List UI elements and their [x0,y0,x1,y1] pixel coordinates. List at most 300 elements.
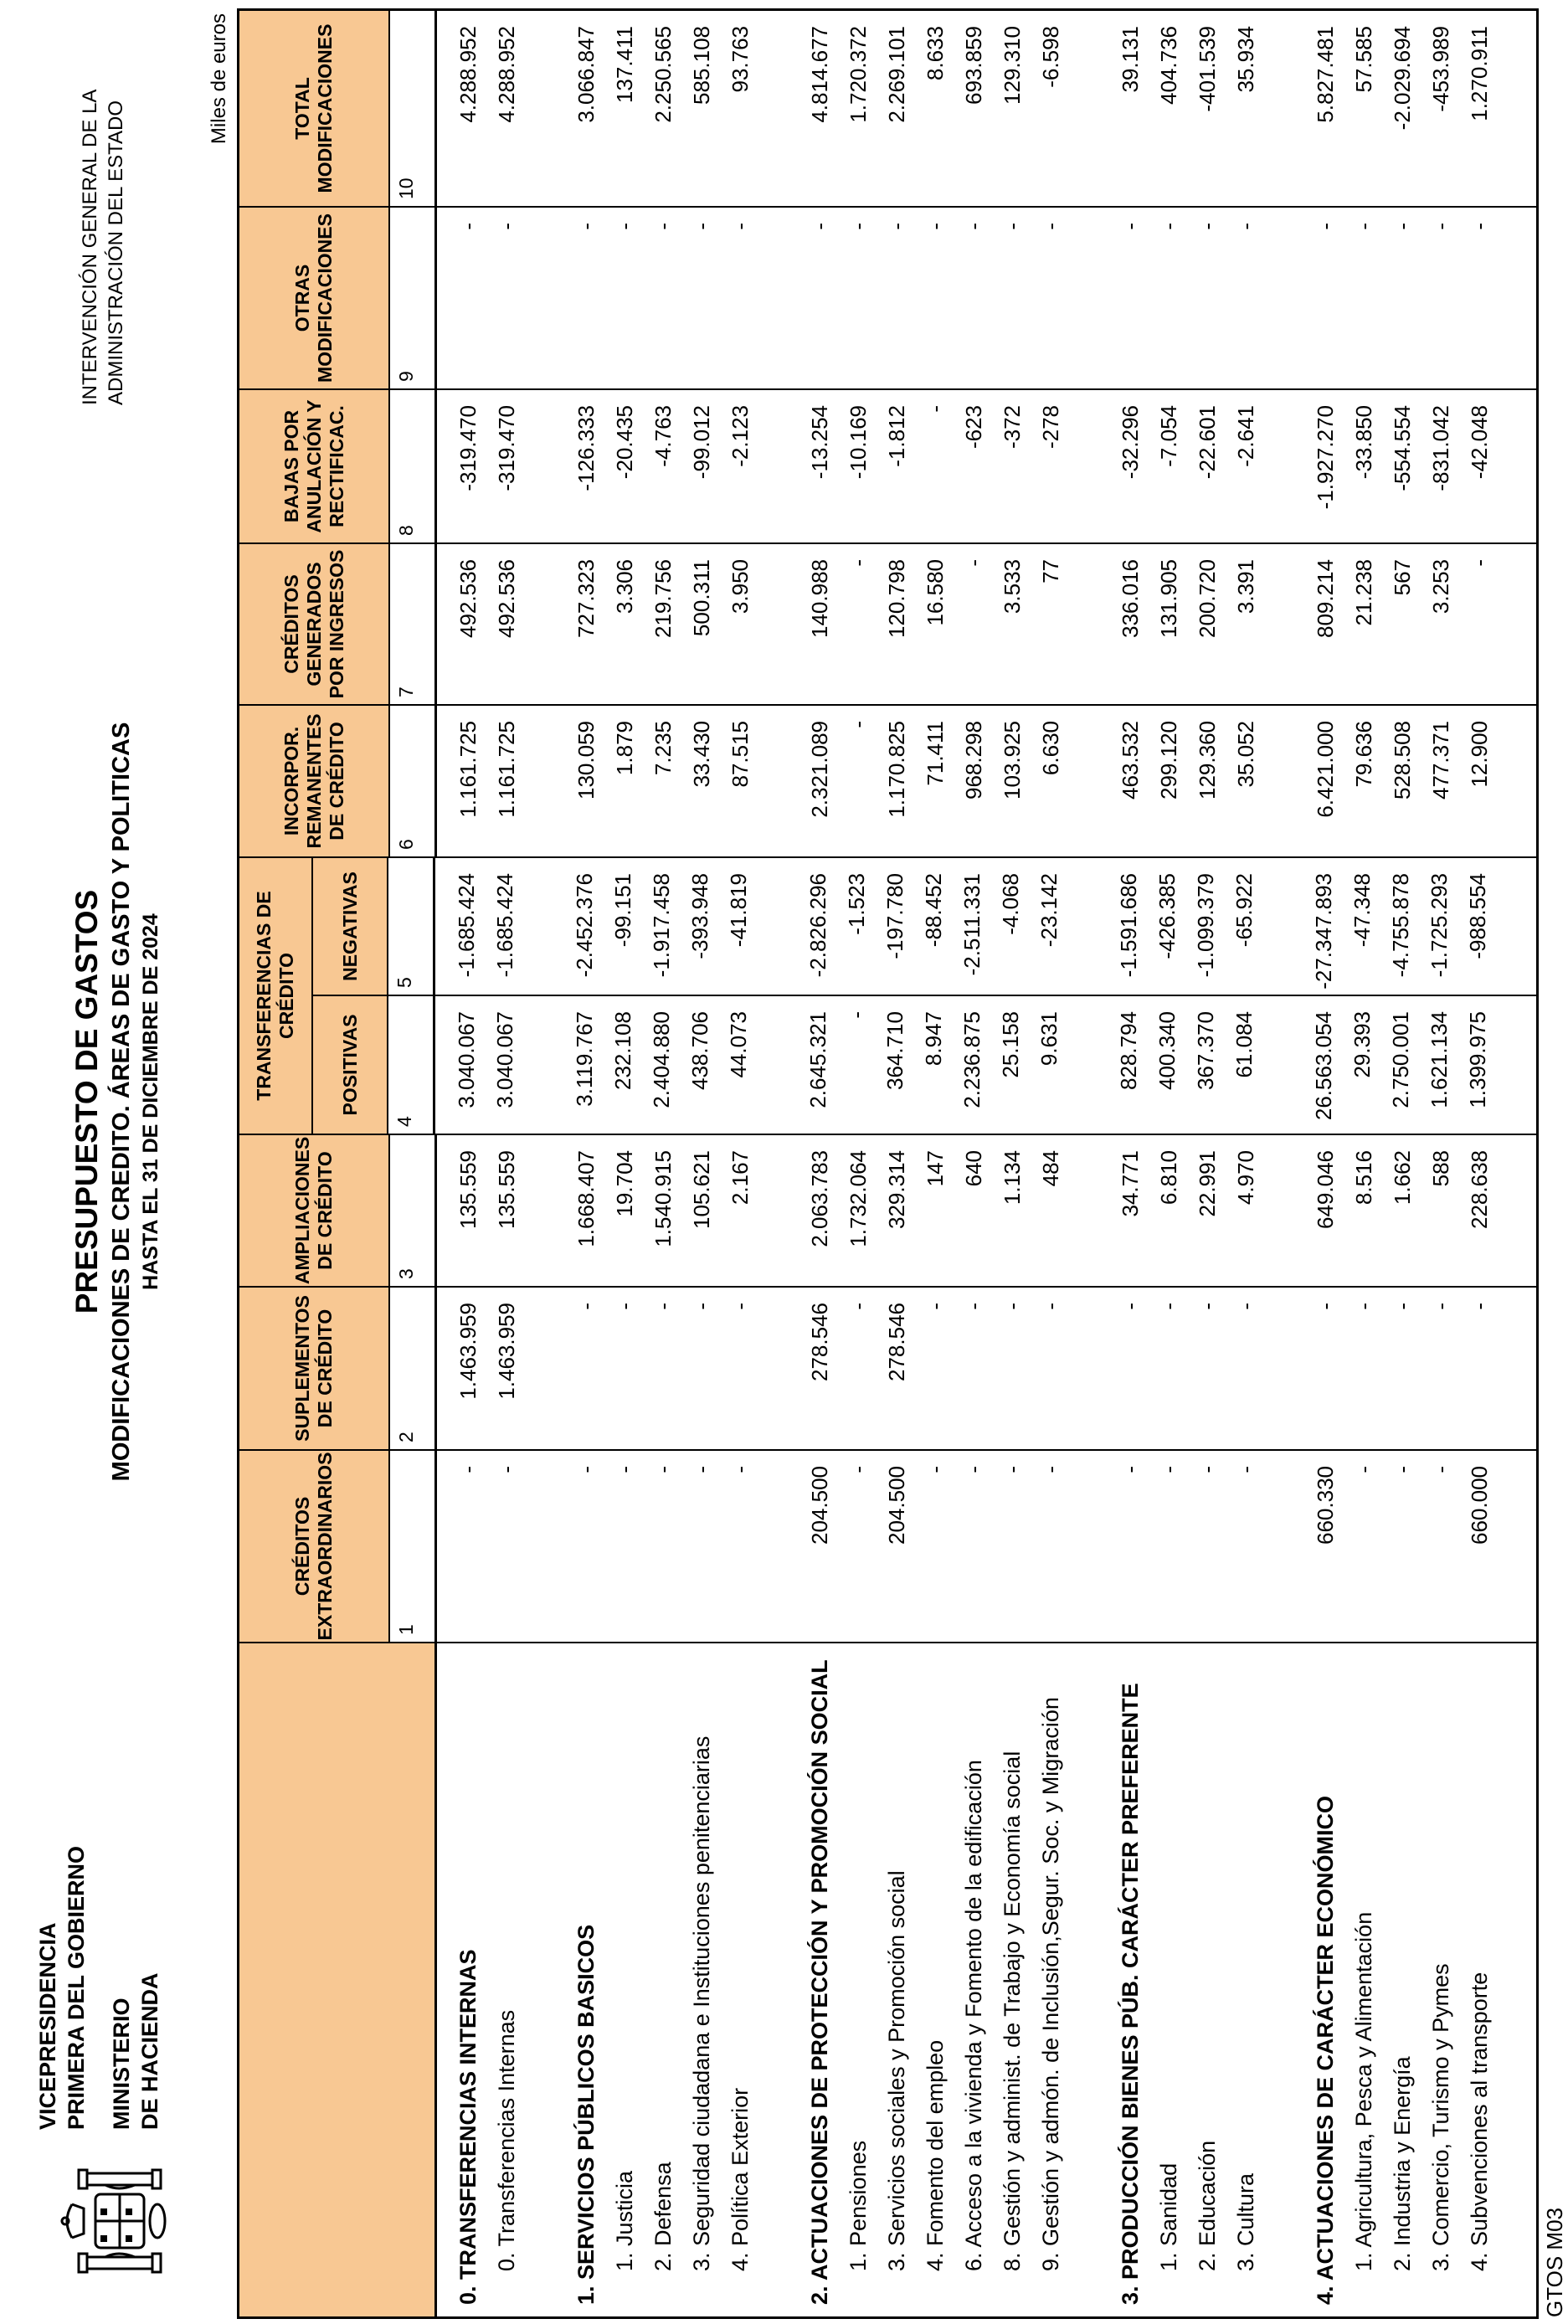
value-cell: 3.950 [727,559,753,614]
value-cell: 1.621.134 [1427,1011,1452,1108]
row-label: 6. Acceso a la vivienda y Fomento de la edificación [961,1760,986,2271]
value-cell: 567 [1390,559,1415,596]
row-label: 4. ACTUACIONES DE CARÁCTER ECONÓMICO [1313,1795,1338,2305]
value-cell: 204.500 [884,1466,909,1545]
empty-value-dash: - [1390,1466,1415,1473]
empty-value-dash: - [494,1466,519,1473]
column-header: AMPLIACIONES DE CRÉDITO [239,1135,390,1286]
vicepresidency-block [33,1846,90,2130]
column-otras-modificaciones [239,206,1536,388]
value-cell: -2.123 [727,405,753,467]
empty-value-dash: - [961,223,986,230]
budget-table [237,8,1539,2319]
value-cell: 204.500 [807,1466,832,1545]
column-number: 10 [390,11,437,206]
org2-line1: MINISTERIO [109,1998,134,2130]
value-cell: 2.750.001 [1388,1011,1413,1108]
value-cell: 137.411 [612,26,637,104]
value-cell: 660.000 [1467,1466,1492,1545]
value-cell: -453.989 [1428,26,1453,112]
empty-value-dash: - [573,1466,599,1473]
value-cell: 19.704 [612,1150,637,1217]
value-cell: 329.314 [884,1150,909,1229]
value-cell: 35.934 [1233,26,1258,93]
value-cell: 16.580 [923,559,948,626]
column-header: INCORPOR. REMANENTES DE CRÉDITO [239,706,390,856]
value-cell: 7.235 [650,721,676,776]
value-cell: 44.073 [726,1011,751,1078]
value-cell: 809.214 [1313,559,1338,638]
value-cell: 3.119.767 [572,1011,597,1107]
column-header: OTRAS MODIFICACIONES [239,208,390,388]
value-cell: 500.311 [689,559,714,637]
value-cell: -2.511.331 [959,873,984,976]
value-cell: 1.399.975 [1465,1011,1490,1108]
value-cell: 8.516 [1351,1150,1376,1206]
row-label: 4. Política Exterior [727,2087,753,2271]
empty-value-dash: - [1038,1303,1063,1310]
row-label: 3. PRODUCCIÓN BIENES PÚB. CARÁCTER PREFERENTE [1118,1683,1143,2305]
value-cell: 4.814.677 [807,26,832,123]
group-header: TRANSFERENCIAS DE CRÉDITO [239,858,313,1134]
column-number: 6 [390,706,437,856]
column-bajas-anulacion [239,388,1536,542]
value-cell: 131.905 [1156,559,1181,638]
value-cell: 93.763 [727,26,753,93]
value-cell: 3.253 [1428,559,1453,614]
value-cell: -1.927.270 [1313,405,1338,510]
value-cell: 463.532 [1118,721,1143,800]
empty-value-dash: - [1313,223,1338,230]
empty-value-dash: - [1195,1466,1220,1473]
value-cell: 140.988 [807,559,832,638]
empty-value-dash: - [1038,223,1063,230]
value-cell: -20.435 [612,405,637,480]
column-total-modificaciones [239,11,1536,206]
value-cell: -10.169 [846,405,871,480]
empty-value-dash: - [846,1466,871,1473]
empty-value-dash: - [1118,1303,1143,1310]
empty-value-dash: - [689,223,714,230]
value-cell: 2.269.101 [884,26,909,123]
page-title: PRESUPUESTO DE GASTOS [69,889,104,1314]
empty-value-dash: - [727,1466,753,1473]
row-label: 3. Comercio, Turismo y Pymes [1428,1963,1453,2271]
value-cell: -88.452 [921,873,946,948]
column-ampliaciones-credito [239,1134,1536,1286]
value-cell: 6.630 [1038,721,1063,776]
value-cell: -6.598 [1038,26,1063,88]
value-cell: -278 [1038,405,1063,450]
empty-value-dash: - [1156,1303,1181,1310]
value-cell: 3.533 [1000,559,1025,614]
value-cell: -22.601 [1195,405,1220,480]
document-title [69,516,164,1688]
empty-value-dash: - [1000,1303,1025,1310]
empty-value-dash: - [650,1466,676,1473]
value-cell: -27.347.893 [1311,873,1336,990]
value-cell: -1.685.424 [454,873,479,978]
empty-value-dash: - [961,1466,986,1473]
value-cell: 200.720 [1195,559,1220,638]
empty-value-dash: - [727,1303,753,1310]
column-header: SUPLEMENTOS DE CRÉDITO [239,1288,390,1449]
empty-value-dash: - [844,1011,869,1019]
value-cell: -42.048 [1467,405,1492,480]
value-cell: 35.052 [1233,721,1258,788]
row-label: 1. Sanidad [1156,2162,1181,2271]
empty-value-dash: - [1000,223,1025,230]
empty-value-dash: - [1428,1303,1453,1310]
value-cell: 492.536 [455,559,481,638]
value-cell: 585.108 [689,26,714,105]
value-cell: 33.430 [689,721,714,788]
value-cell: -401.539 [1195,26,1220,112]
value-cell: 1.662 [1390,1150,1415,1206]
empty-value-dash: - [961,559,986,567]
column-header: NEGATIVAS [313,858,388,995]
value-cell: 8.633 [923,26,948,81]
agency-line2: ADMINISTRACIÓN DEL ESTADO [105,100,127,405]
value-cell: 34.771 [1118,1150,1143,1217]
value-cell: 438.706 [687,1011,712,1090]
value-cell: -65.922 [1231,873,1257,948]
value-cell: 6.421.000 [1313,721,1338,818]
empty-value-dash: - [650,1303,676,1310]
value-cell: -4.068 [998,873,1023,935]
row-labels-body [437,1643,1536,2316]
empty-value-dash: - [1118,1466,1143,1473]
value-cell: -2.452.376 [572,873,597,978]
value-cell: 4.288.952 [455,26,481,123]
empty-value-dash: - [612,1303,637,1310]
value-cell: -99.151 [610,873,635,948]
value-cell: 39.131 [1118,26,1143,93]
row-label: 2. ACTUACIONES DE PROTECCIÓN Y PROMOCIÓN SOCIAL [807,1659,832,2305]
value-cell: 8.947 [921,1011,946,1067]
page-date-line: HASTA EL 31 DE DICIEMBRE DE 2024 [139,913,162,1290]
value-cell: 129.360 [1195,721,1220,800]
value-cell: -2.641 [1233,405,1258,467]
value-cell: 79.636 [1351,721,1376,788]
value-cell: 1.134 [1000,1150,1025,1206]
value-cell: -41.819 [726,873,751,948]
value-cell: 57.585 [1351,26,1376,93]
empty-value-dash: - [1390,1303,1415,1310]
value-cell: 219.756 [650,559,676,638]
empty-value-dash: - [846,721,871,728]
value-cell: 5.827.481 [1313,26,1338,123]
value-cell: -7.054 [1156,405,1181,467]
value-cell: 1.732.064 [846,1150,871,1247]
empty-value-dash: - [650,223,676,230]
row-label: 9. Gestión y admón. de Inclusión,Segur. Soc. y Migración [1038,1697,1063,2271]
value-cell: -988.554 [1465,873,1490,959]
value-cell: 3.306 [612,559,637,614]
row-label: 4. Subvenciones al transporte [1467,1972,1492,2271]
empty-value-dash: - [1038,1466,1063,1473]
value-cell: 364.710 [882,1011,907,1090]
column-group-transferencias [239,856,1536,1134]
column-row-labels [239,1642,1536,2316]
value-cell: -47.348 [1350,873,1375,948]
empty-value-dash: - [1313,1303,1338,1310]
empty-value-dash: - [1428,223,1453,230]
column-number: 3 [390,1135,437,1286]
value-cell: -319.470 [494,405,519,491]
value-cell: 103.925 [1000,721,1025,800]
empty-value-dash: - [612,1466,637,1473]
empty-value-dash: - [612,223,637,230]
column-number: 9 [390,208,437,388]
value-cell: -1.812 [884,405,909,467]
row-label: 2. Industria y Energía [1390,2056,1415,2271]
value-cell: -554.554 [1390,405,1415,491]
value-cell: 2.645.321 [805,1011,830,1108]
empty-value-dash: - [1000,1466,1025,1473]
value-cell: 105.621 [689,1150,714,1229]
empty-value-dash: - [1118,223,1143,230]
empty-value-dash: - [961,1303,986,1310]
row-label: 3. Seguridad ciudadana e Instituciones penitenciarias [689,1735,714,2271]
value-cell: 87.515 [727,721,753,788]
value-cell: 492.536 [494,559,519,638]
row-labels-header-cell [239,1643,437,2316]
value-cell: -1.523 [844,873,869,935]
empty-value-dash: - [1233,1303,1258,1310]
value-cell: 1.463.959 [455,1303,481,1400]
empty-value-dash: - [846,559,871,567]
value-cell: 2.404.880 [649,1011,674,1108]
empty-value-dash: - [1233,223,1258,230]
empty-value-dash: - [689,1303,714,1310]
value-cell: -1.685.424 [492,873,517,978]
value-cell: 1.540.915 [650,1150,676,1247]
value-cell: 2.236.875 [959,1011,984,1108]
org2-line2: DE HACIENDA [137,1972,162,2130]
empty-value-dash: - [1467,559,1492,567]
value-cell: -32.296 [1118,405,1143,480]
value-cell: 147 [923,1150,948,1187]
column-transferencias-positivas [313,995,1536,1134]
value-cell: 3.391 [1233,559,1258,614]
empty-value-dash: - [1156,1466,1181,1473]
row-label: 4. Fomento del empleo [923,2039,948,2271]
empty-value-dash: - [455,223,481,230]
value-cell: 26.563.054 [1311,1011,1336,1121]
empty-value-dash: - [1351,223,1376,230]
column-number: 8 [390,390,437,542]
column-number: 4 [388,996,435,1134]
value-cell: 3.040.067 [454,1011,479,1108]
value-cell: -623 [961,405,986,450]
value-cell: 1.270.911 [1467,26,1492,121]
value-cell: -1.917.458 [649,873,674,978]
value-cell: 278.546 [807,1303,832,1381]
empty-value-dash: - [1467,1303,1492,1310]
value-cell: 968.298 [961,721,986,800]
value-cell: 1.463.959 [494,1303,519,1400]
value-cell: 2.167 [727,1150,753,1206]
value-cell: 1.879 [612,721,637,776]
ministry-block [107,1972,164,2130]
value-cell: 649.046 [1313,1150,1338,1229]
empty-value-dash: - [923,1466,948,1473]
value-cell: -99.012 [689,405,714,480]
value-cell: 25.158 [998,1011,1023,1078]
empty-value-dash: - [1351,1466,1376,1473]
empty-value-dash: - [923,405,948,413]
value-cell: 1.668.407 [573,1150,599,1247]
agency-line1: INTERVENCIÓN GENERAL DE LA [79,89,101,405]
spain-coat-of-arms-logo [55,2167,172,2275]
column-header: BAJAS POR ANULACIÓN Y RECTIFICAC. [239,390,390,542]
empty-value-dash: - [807,223,832,230]
column-header: CRÉDITOS GENERADOS POR INGRESOS [239,544,390,704]
column-incorporacion-remanentes [239,704,1536,856]
empty-value-dash: - [727,223,753,230]
value-cell: 477.371 [1428,721,1453,800]
empty-value-dash: - [455,1466,481,1473]
column-suplementos-credito [239,1286,1536,1449]
org1-line1: VICEPRESIDENCIA [35,1922,60,2130]
value-cell: -1.725.293 [1427,873,1452,978]
value-cell: -13.254 [807,405,832,480]
value-cell: -1.591.686 [1116,873,1141,978]
value-cell: 71.411 [923,721,948,786]
column-header: TOTAL MODIFICACIONES [239,11,390,206]
value-cell: 2.321.089 [807,721,832,818]
value-cell: 135.559 [455,1150,481,1229]
value-cell: 228.638 [1467,1150,1492,1229]
value-cell: -372 [1000,405,1025,450]
value-cell: -2.029.694 [1390,26,1415,131]
value-cell: -2.826.296 [805,873,830,978]
value-cell: -23.142 [1036,873,1062,948]
row-label: 3. Servicios sociales y Promoción social [884,1870,909,2271]
column-transferencias-negativas [313,858,1536,995]
empty-value-dash: - [1195,223,1220,230]
empty-value-dash: - [573,223,599,230]
row-label: 8. Gestión y administ. de Trabajo y Economía social [1000,1751,1025,2271]
value-cell: 135.559 [494,1150,519,1229]
value-cell: 404.736 [1156,26,1181,105]
row-label: 0. Transferencias Internas [494,2009,519,2271]
value-cell: 4.970 [1233,1150,1258,1206]
value-cell: -197.780 [882,873,907,959]
value-cell: -33.850 [1351,405,1376,480]
value-cell: 484 [1038,1150,1063,1187]
empty-value-dash: - [923,223,948,230]
value-cell: 727.323 [573,559,599,638]
value-cell: 129.310 [1000,26,1025,105]
page-subtitle: MODIFICACIONES DE CREDITO. ÁREAS DE GASTO Y POLITICAS [108,722,135,1482]
value-cell: 3.040.067 [492,1011,517,1108]
value-cell: 21.238 [1351,559,1376,626]
value-cell: 640 [961,1150,986,1187]
row-label: 2. Educación [1195,2140,1220,2271]
value-cell: 232.108 [610,1011,635,1090]
row-label: 1. Agricultura, Pesca y Alimentación [1351,1911,1376,2271]
empty-value-dash: - [573,1303,599,1310]
value-cell: 1.720.372 [846,26,871,123]
value-cell: -4.763 [650,405,676,467]
value-cell: 693.859 [961,26,986,105]
value-cell: 528.508 [1390,721,1415,800]
empty-value-dash: - [689,1466,714,1473]
empty-value-dash: - [1233,1466,1258,1473]
row-label: 3. Cultura [1233,2172,1258,2271]
empty-value-dash: - [846,1303,871,1310]
column-number: 2 [390,1288,437,1449]
value-cell: 12.900 [1467,721,1492,788]
column-header: CRÉDITOS EXTRAORDINARIOS [239,1451,390,1642]
column-creditos-generados [239,542,1536,704]
value-cell: 1.161.725 [494,721,519,818]
empty-value-dash: - [1156,223,1181,230]
value-cell: 6.810 [1156,1150,1181,1206]
value-cell: -1.099.379 [1193,873,1218,978]
empty-value-dash: - [923,1303,948,1310]
empty-value-dash: - [1467,223,1492,230]
value-cell: 400.340 [1154,1011,1180,1090]
column-number: 5 [388,858,435,995]
value-cell: 4.288.952 [494,26,519,123]
column-number: 1 [390,1451,437,1642]
value-cell: 278.546 [884,1303,909,1381]
units-note: Miles de euros [208,13,230,145]
value-cell: 3.066.847 [573,26,599,123]
value-cell: 2.250.565 [650,26,676,123]
value-cell: -319.470 [455,405,481,491]
value-cell: 120.798 [884,559,909,638]
value-cell: 828.794 [1116,1011,1141,1090]
empty-value-dash: - [494,223,519,230]
value-cell: -126.333 [573,405,599,491]
value-cell: -4.755.878 [1388,873,1413,978]
empty-value-dash: - [1390,223,1415,230]
org1-line2: PRIMERA DEL GOBIERNO [64,1845,89,2130]
form-code: GTOS M03 [1542,2207,1567,2317]
value-cell: 22.991 [1195,1150,1220,1217]
value-cell: 1.170.825 [884,721,909,818]
empty-value-dash: - [1351,1303,1376,1310]
row-label: 2. Defensa [650,2162,676,2271]
value-cell: 61.084 [1231,1011,1257,1078]
value-cell: 77 [1038,559,1063,584]
value-cell: 29.393 [1350,1011,1375,1078]
row-label: 1. SERVICIOS PÚBLICOS BASICOS [573,1924,599,2305]
value-cell: 588 [1428,1150,1453,1187]
value-cell: 1.161.725 [455,721,481,818]
value-cell: 130.059 [573,721,599,800]
value-cell: 367.370 [1193,1011,1218,1090]
empty-value-dash: - [884,223,909,230]
column-header: POSITIVAS [313,996,388,1134]
column-number: 7 [390,544,437,704]
empty-value-dash: - [1195,1303,1220,1310]
empty-value-dash: - [1428,1466,1453,1473]
value-cell: -393.948 [687,873,712,959]
value-cell: 2.063.783 [807,1150,832,1247]
value-cell: -831.042 [1428,405,1453,491]
agency-block [77,90,129,405]
column-creditos-extraordinarios [239,1449,1536,1642]
row-label: 0. TRANSFERENCIAS INTERNAS [455,1949,481,2305]
value-cell: 299.120 [1156,721,1181,800]
row-label: 1. Justicia [612,2170,637,2271]
value-cell: 336.016 [1118,559,1143,638]
